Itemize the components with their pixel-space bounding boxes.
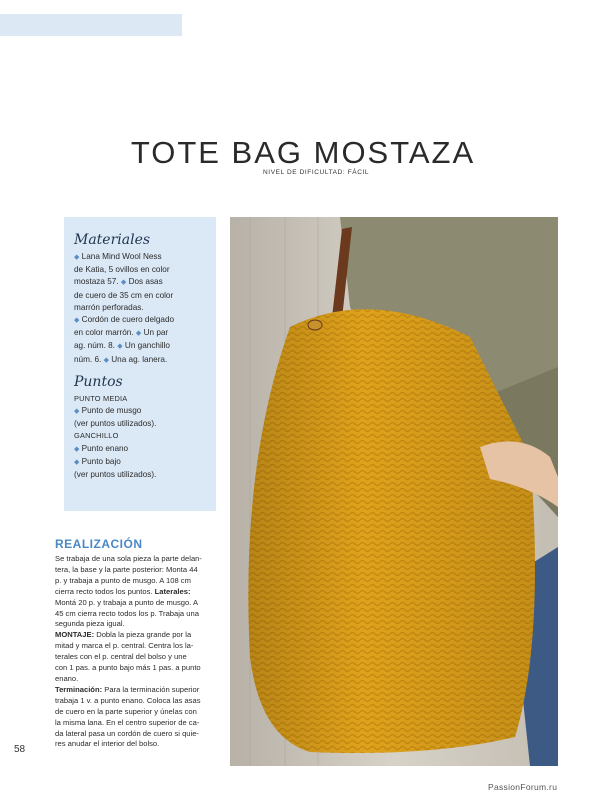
body-line: mitad y marca el p. central. Centra los la- — [55, 641, 194, 651]
body-line: cierra recto todos los puntos. Laterales: — [55, 586, 191, 596]
page-number: 58 — [14, 744, 26, 755]
material-line: mostaza 57. ◆ Dos asas — [74, 277, 163, 287]
diamond-bullet-icon: ◆ — [74, 408, 80, 416]
body-line: trabaja 1 v. a punto enano. Coloca las asas — [55, 695, 201, 705]
diamond-bullet-icon: ◆ — [135, 330, 142, 338]
materials-box — [64, 217, 216, 511]
page-title: TOTE BAG MOSTAZA — [130, 135, 476, 170]
body-line: p. y trabaja a punto de musgo. A 108 cm — [55, 575, 191, 585]
body-line: res anudar el interior del bolso. — [55, 739, 160, 749]
top-decorative-bar — [0, 14, 182, 36]
material-line: de Katia, 5 ovillos en color — [74, 265, 170, 275]
realizacion-heading: REALIZACIÓN — [55, 537, 143, 551]
tote-bag-photo — [230, 217, 558, 766]
watermark: PassionForum.ru — [488, 782, 558, 792]
diamond-bullet-icon: ◆ — [103, 356, 109, 364]
diamond-bullet-icon: ◆ — [74, 254, 80, 261]
materiales-heading: Materiales — [74, 232, 151, 248]
realizacion-body — [55, 554, 215, 750]
body-line: MONTAJE: Dobla la pieza grande por la — [55, 630, 192, 640]
stitch-line: ◆ Punto de musgo — [74, 406, 142, 416]
body-line: con 1 pas. a punto bajo más 1 pas. a punto — [55, 663, 201, 673]
body-line: enano. — [55, 673, 79, 683]
punto-media-label: PUNTO MEDIA — [74, 393, 128, 403]
body-line: 45 cm cierra recto todos los p. Trabaja una — [55, 608, 199, 618]
stitch-ref: (ver puntos utilizados). — [74, 419, 157, 429]
material-line: núm. 6. ◆ Una ag. lanera. — [74, 354, 168, 364]
diamond-bullet-icon: ◆ — [74, 317, 80, 325]
diamond-bullet-icon: ◆ — [74, 458, 80, 466]
body-line: de cuero en la parte superior y únelas con — [55, 706, 197, 716]
body-line: terales con el p. central del bolso y une — [55, 652, 187, 662]
material-line: ag. núm. 8. ◆ Un ganchillo — [74, 341, 170, 351]
stitch-line: ◆ Punto enano — [74, 443, 129, 453]
difficulty-level: NIVEL DE DIFICULTAD: FÁCIL — [263, 169, 370, 176]
stitch-ref: (ver puntos utilizados). — [74, 470, 157, 480]
body-line: tera, la base y la parte posterior: Monta 44 — [55, 564, 198, 574]
body-line: Montá 20 p. y trabaja a punto de musgo. A — [55, 597, 199, 607]
body-line: la misma lana. En el centro superior de ca- — [55, 717, 200, 727]
body-line: da lateral pasa un cordón de cuero si quie- — [55, 728, 199, 738]
diamond-bullet-icon: ◆ — [117, 343, 123, 351]
material-line: de cuero de 35 cm en color — [74, 290, 174, 300]
material-line: en color marrón. ◆ Un par — [74, 328, 169, 338]
body-line: Terminación: Para la terminación superior — [55, 684, 200, 694]
ganchillo-label: GANCHILLO — [74, 431, 119, 441]
diamond-bullet-icon: ◆ — [120, 279, 127, 287]
material-line: marrón perforadas. — [74, 302, 144, 312]
body-line: segunda pieza igual. — [55, 619, 125, 629]
material-line: ◆ Lana Mind Wool Ness — [74, 252, 162, 261]
puntos-heading: Puntos — [74, 373, 123, 390]
diamond-bullet-icon: ◆ — [74, 445, 80, 453]
material-line: ◆ Cordón de cuero delgado — [74, 315, 175, 325]
stitch-line: ◆ Punto bajo — [74, 456, 121, 466]
body-line: Se trabaja de una sola pieza la parte delan- — [55, 554, 202, 563]
